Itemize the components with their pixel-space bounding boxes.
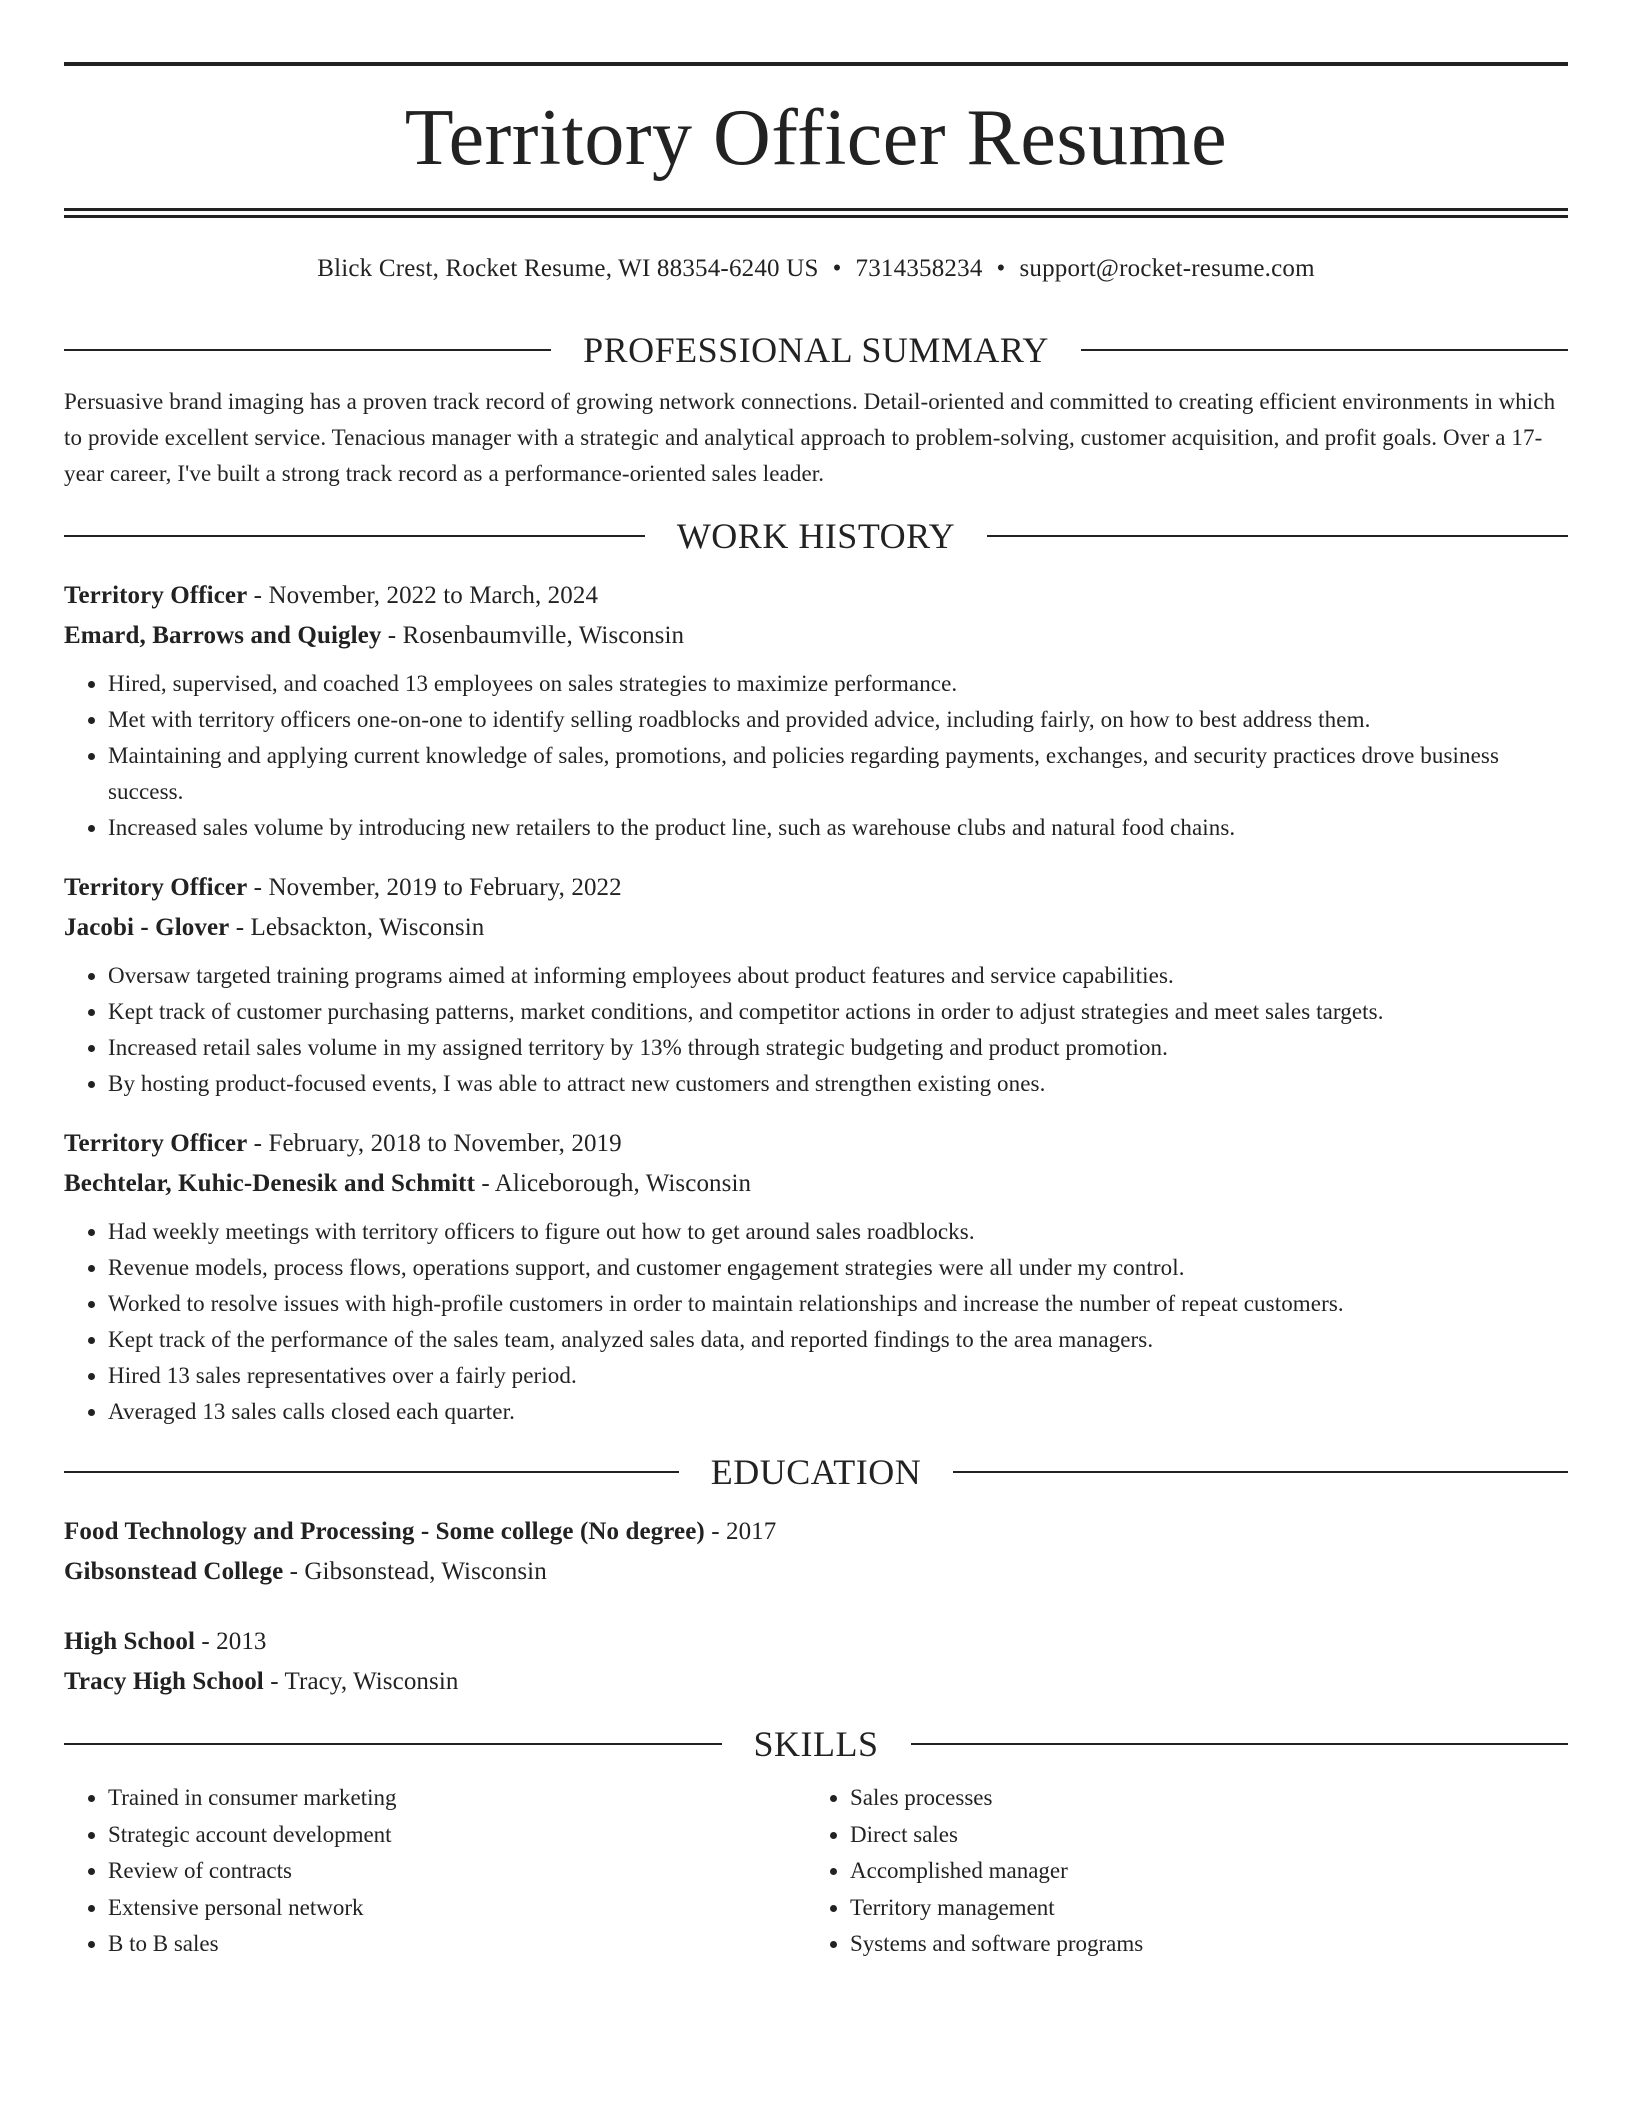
education-year: - 2013 xyxy=(195,1628,267,1655)
job-company: Emard, Barrows and Quigley xyxy=(64,622,382,649)
job-location: - Lebsackton, Wisconsin xyxy=(229,914,485,941)
job-bullet-list xyxy=(64,1214,1568,1430)
job-title-line xyxy=(64,868,1568,908)
heading-rule-right xyxy=(911,1743,1569,1745)
job-bullet: • Kept track of customer purchasing patterns, market conditions, and competitor actions in order to adjust strategies and meet sales targets. xyxy=(108,994,1568,1030)
skill-item: • Systems and software programs xyxy=(850,1926,1548,1963)
job-dates: - November, 2022 to March, 2024 xyxy=(247,582,599,609)
education-degree-line xyxy=(64,1512,1568,1552)
education-school-line xyxy=(64,1552,1568,1592)
job-dates: - November, 2019 to February, 2022 xyxy=(247,874,622,901)
job-bullet: • Kept track of the performance of the sales team, analyzed sales data, and reported findings to the area managers. xyxy=(108,1322,1568,1358)
heading-rule-left xyxy=(64,1471,679,1473)
education-year: - 2017 xyxy=(704,1518,777,1545)
contact-line xyxy=(64,254,1568,284)
skill-item: • Extensive personal network xyxy=(108,1890,806,1927)
job-bullet: • Hired, supervised, and coached 13 employees on sales strategies to maximize performance. xyxy=(108,666,1568,702)
heading-rule-left xyxy=(64,535,645,537)
skills-column-right xyxy=(806,1780,1548,1963)
job-location: - Aliceborough, Wisconsin xyxy=(475,1170,752,1197)
skill-item: • B to B sales xyxy=(108,1926,806,1963)
job-bullet: • Worked to resolve issues with high-profile customers in order to maintain relationships and increase the number of repeat customers. xyxy=(108,1286,1568,1322)
title-double-rule xyxy=(64,208,1568,218)
skills-grid xyxy=(64,1780,1568,1963)
job-bullet: • Met with territory officers one-on-one to identify selling roadblocks and provided advice, including fairly, on how to best address them. xyxy=(108,702,1568,738)
contact-separator: • xyxy=(996,255,1006,282)
education-degree: Food Technology and Processing - Some college (No degree) xyxy=(64,1518,705,1545)
job-title-line xyxy=(64,576,1568,616)
job-company: Jacobi - Glover xyxy=(64,914,230,941)
job-title: Territory Officer xyxy=(64,582,248,609)
heading-rule-left xyxy=(64,349,551,351)
heading-rule-right xyxy=(987,535,1568,537)
work-entry xyxy=(64,576,1568,846)
job-bullet: • Had weekly meetings with territory officers to figure out how to get around sales roadblocks. xyxy=(108,1214,1568,1250)
education-school-line xyxy=(64,1662,1568,1702)
heading-rule-right xyxy=(1081,349,1568,351)
education-location: - Gibsonstead, Wisconsin xyxy=(283,1558,547,1585)
education-entry xyxy=(64,1622,1568,1702)
job-title-line xyxy=(64,1124,1568,1164)
skill-item: • Sales processes xyxy=(850,1780,1548,1817)
skill-item: • Direct sales xyxy=(850,1817,1548,1854)
job-bullet-list xyxy=(64,958,1568,1102)
job-title: Territory Officer xyxy=(64,874,248,901)
heading-rule-left xyxy=(64,1743,722,1745)
section-heading-education xyxy=(64,1452,1568,1492)
job-bullet: • By hosting product-focused events, I was able to attract new customers and strengthen existing ones. xyxy=(108,1066,1568,1102)
section-heading-work xyxy=(64,516,1568,556)
skill-item: • Accomplished manager xyxy=(850,1853,1548,1890)
skills-list-right xyxy=(806,1780,1548,1963)
section-title: SKILLS xyxy=(753,1724,879,1764)
contact-address: Blick Crest, Rocket Resume, WI 88354-6240 US xyxy=(317,255,819,282)
summary-text: Persuasive brand imaging has a proven track record of growing network connections. Detail-oriented and committed to creating efficient environments in which to provide excellent service. Tenacious manager with a strategic and analytical approach to problem-solving, customer acquisition, and profit goals. Over a 17-year career, I've built a strong track record as a performance-oriented sales leader. xyxy=(64,389,1556,486)
skill-item: • Territory management xyxy=(850,1890,1548,1927)
job-bullet: • Revenue models, process flows, operations support, and customer engagement strategies were all under my control. xyxy=(108,1250,1568,1286)
section-title: WORK HISTORY xyxy=(676,516,956,556)
job-bullet: • Increased retail sales volume in my assigned territory by 13% through strategic budgeting and product promotion. xyxy=(108,1030,1568,1066)
job-company: Bechtelar, Kuhic-Denesik and Schmitt xyxy=(64,1170,476,1197)
job-bullet: • Maintaining and applying current knowledge of sales, promotions, and policies regarding payments, exchanges, and security practices drove business success. xyxy=(108,738,1568,810)
education-degree-line xyxy=(64,1622,1568,1662)
section-heading-skills xyxy=(64,1724,1568,1764)
job-bullet-list xyxy=(64,666,1568,846)
job-location: - Rosenbaumville, Wisconsin xyxy=(381,622,685,649)
skill-item: • Trained in consumer marketing xyxy=(108,1780,806,1817)
job-bullet: • Hired 13 sales representatives over a fairly period. xyxy=(108,1358,1568,1394)
job-bullet: • Increased sales volume by introducing new retailers to the product line, such as warehouse clubs and natural food chains. xyxy=(108,810,1568,846)
skills-column-left xyxy=(64,1780,806,1963)
skill-item: • Strategic account development xyxy=(108,1817,806,1854)
skills-list-left xyxy=(64,1780,806,1963)
education-degree: High School xyxy=(64,1628,195,1655)
work-history-list xyxy=(64,576,1568,1430)
heading-rule-right xyxy=(953,1471,1568,1473)
top-rule xyxy=(64,62,1568,66)
education-list xyxy=(64,1512,1568,1702)
contact-separator: • xyxy=(832,255,842,282)
education-school: Gibsonstead College xyxy=(64,1558,284,1585)
job-title: Territory Officer xyxy=(64,1130,248,1157)
section-title: PROFESSIONAL SUMMARY xyxy=(583,330,1049,370)
job-company-line xyxy=(64,616,1568,656)
education-location: - Tracy, Wisconsin xyxy=(263,1668,459,1695)
page-title: Territory Officer Resume xyxy=(404,94,1228,182)
work-entry xyxy=(64,868,1568,1102)
section-heading-summary xyxy=(64,330,1568,370)
contact-phone: 7314358234 xyxy=(855,255,983,282)
work-entry xyxy=(64,1124,1568,1430)
section-title: EDUCATION xyxy=(710,1452,922,1492)
job-dates: - February, 2018 to November, 2019 xyxy=(247,1130,622,1157)
skill-item: • Review of contracts xyxy=(108,1853,806,1890)
contact-email: support@rocket-resume.com xyxy=(1019,255,1315,282)
education-entry xyxy=(64,1512,1568,1592)
job-bullet: • Oversaw targeted training programs aimed at informing employees about product features and service capabilities. xyxy=(108,958,1568,994)
job-company-line xyxy=(64,1164,1568,1204)
education-school: Tracy High School xyxy=(64,1668,264,1695)
job-company-line xyxy=(64,908,1568,948)
job-bullet: • Averaged 13 sales calls closed each quarter. xyxy=(108,1394,1568,1430)
